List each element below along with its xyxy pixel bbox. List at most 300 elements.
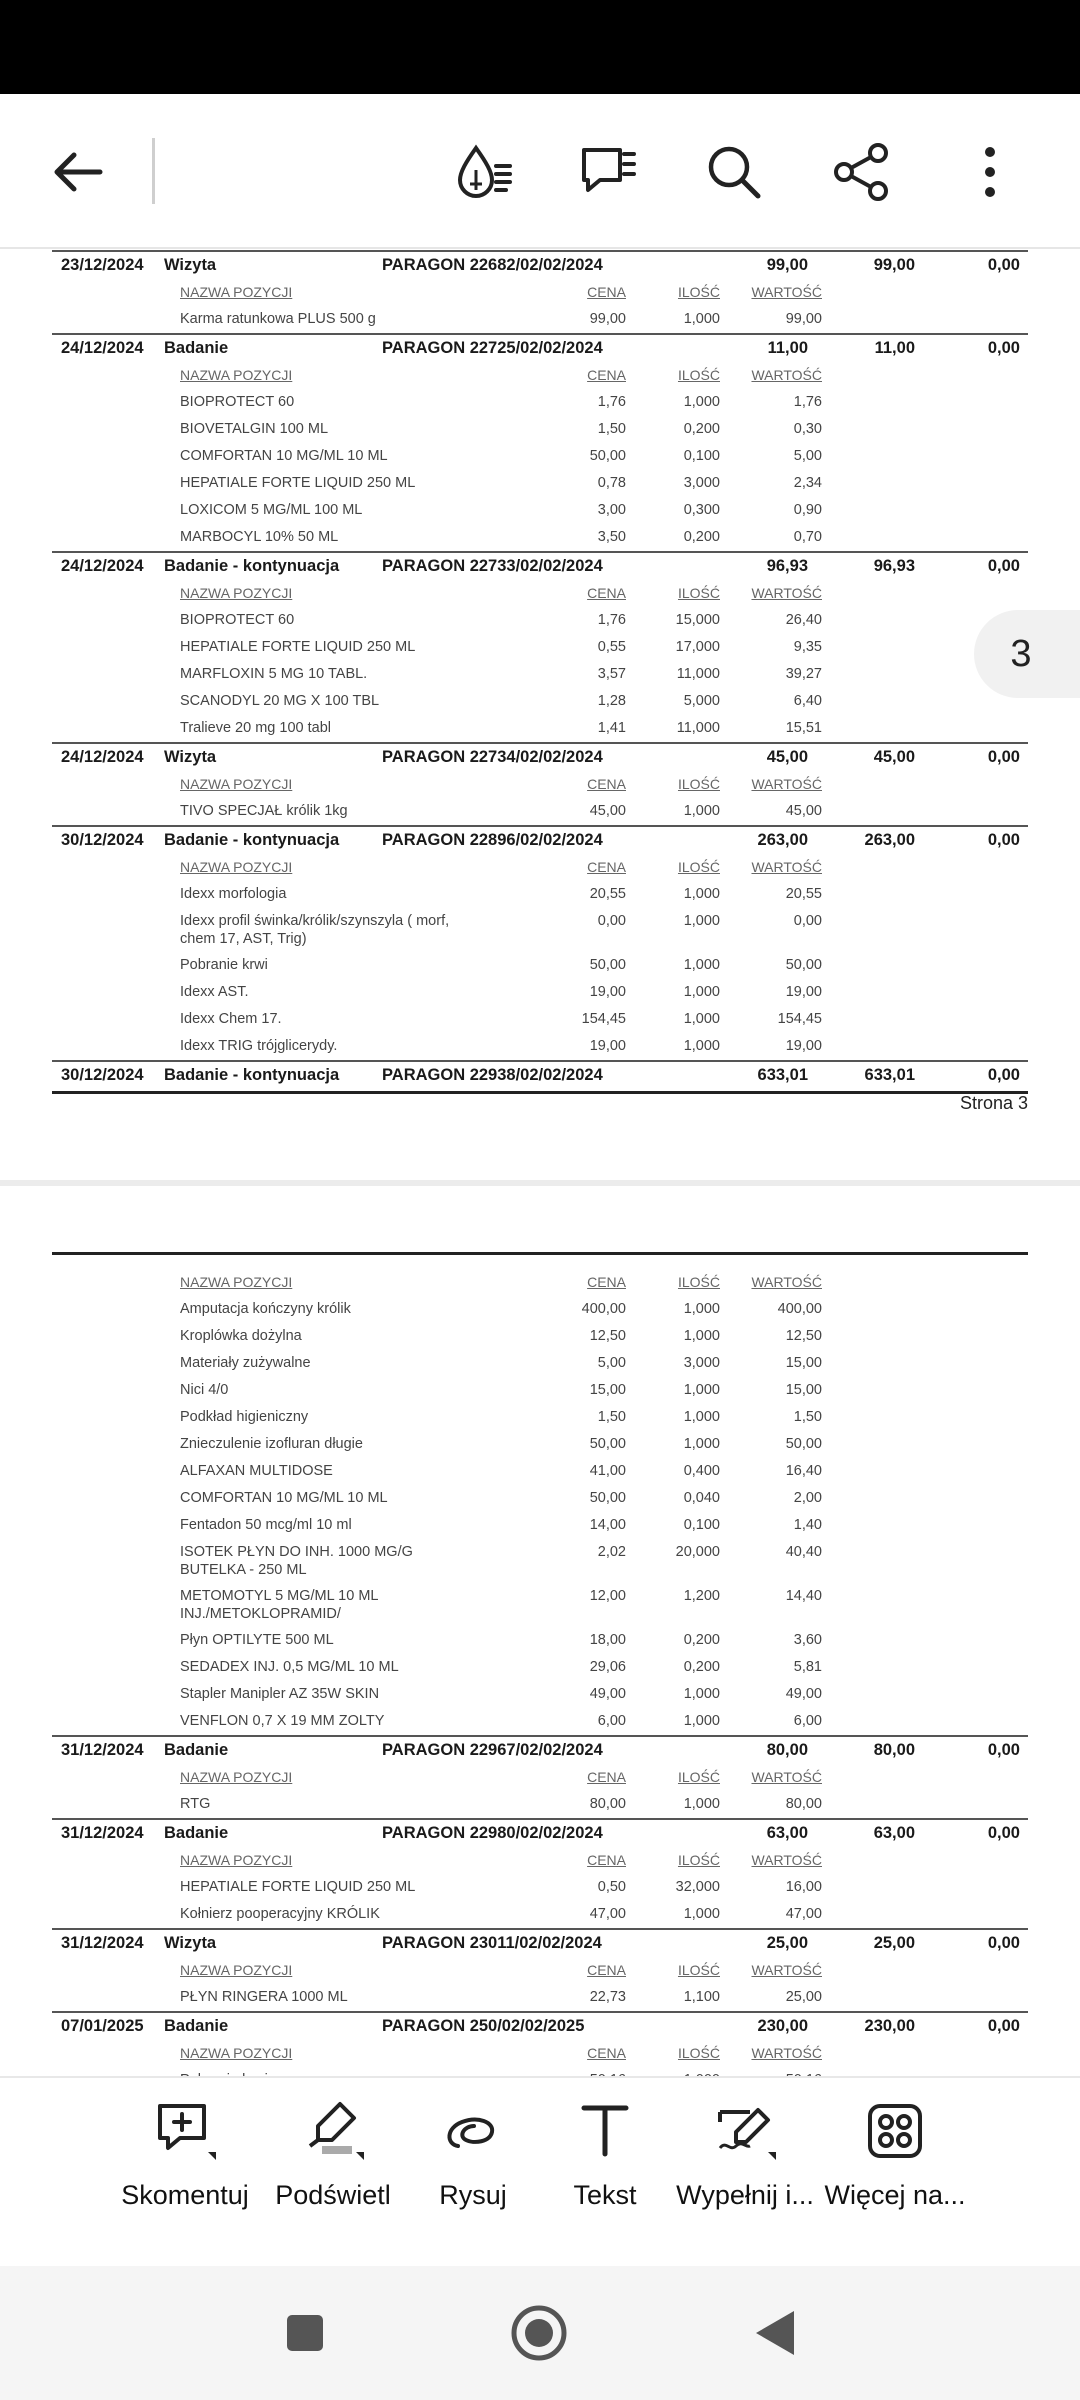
item-wartosc: 25,00 xyxy=(785,1989,822,2005)
item-name: ISOTEK PŁYN DO INH. 1000 MG/G BUTELKA - 250 ML xyxy=(180,1544,413,1578)
item-row xyxy=(52,1627,1028,1654)
item-wartosc: 20,55 xyxy=(785,886,822,902)
item-row xyxy=(52,798,1028,825)
item-cena: 50,00 xyxy=(589,957,626,973)
app-toolbar xyxy=(0,94,1080,249)
column-headers-row xyxy=(52,279,1028,306)
page-bottom-rule xyxy=(52,1091,1028,1094)
item-wartosc: 9,35 xyxy=(793,639,822,655)
entry-value: 99,00 xyxy=(766,256,808,274)
status-bar xyxy=(0,0,1080,94)
comment-list-icon[interactable] xyxy=(568,132,648,212)
item-name: Idexx AST. xyxy=(180,984,249,1000)
item-name: Kroplówka dożylna xyxy=(180,1328,302,1344)
col-header-cena: CENA xyxy=(587,1769,626,1785)
item-ilosc: 5,000 xyxy=(683,693,720,709)
entry-paid: 633,01 xyxy=(864,1066,915,1084)
item-cena: 47,00 xyxy=(589,1906,626,1922)
item-wartosc: 15,51 xyxy=(785,720,822,736)
item-ilosc: 1,000 xyxy=(683,1011,720,1027)
col-header-ilosc: ILOŚĆ xyxy=(677,859,720,875)
col-header-wartosc: WARTOŚĆ xyxy=(751,1274,822,1290)
item-cena: 14,00 xyxy=(589,1517,626,1533)
item-cena: 19,00 xyxy=(589,984,626,1000)
item-ilosc: 1,000 xyxy=(683,957,720,973)
item-wartosc: 19,00 xyxy=(785,984,822,1000)
item-ilosc: 3,000 xyxy=(683,1355,720,1371)
entry-value: 230,00 xyxy=(757,2017,808,2035)
entry-date: 23/12/2024 xyxy=(61,256,144,274)
col-header-cena: CENA xyxy=(587,776,626,792)
item-wartosc: 2,00 xyxy=(793,1490,822,1506)
back-icon[interactable] xyxy=(738,2296,812,2370)
item-name: HEPATIALE FORTE LIQUID 250 ML xyxy=(180,1879,416,1895)
col-header-name: NAZWA POZYCJI xyxy=(180,1769,293,1785)
item-cena: 0,55 xyxy=(597,639,626,655)
col-header-cena: CENA xyxy=(587,2045,626,2061)
entry-value: 45,00 xyxy=(766,748,808,766)
col-header-ilosc: ILOŚĆ xyxy=(677,585,720,601)
item-cena: 49,00 xyxy=(589,1686,626,1702)
item-name: Idexx Chem 17. xyxy=(180,1011,282,1027)
pdf-document-view[interactable] xyxy=(0,250,1080,2076)
fill-sign-tool[interactable] xyxy=(670,2098,820,2211)
item-name: MARFLOXIN 5 MG 10 TABL. xyxy=(180,666,368,682)
item-ilosc: 20,000 xyxy=(675,1544,720,1560)
item-ilosc: 11,000 xyxy=(676,720,720,736)
home-icon[interactable] xyxy=(502,2296,576,2370)
draw-tool[interactable] xyxy=(398,2098,548,2211)
item-ilosc: 1,000 xyxy=(683,984,720,1000)
col-header-name: NAZWA POZYCJI xyxy=(180,284,293,300)
col-header-name: NAZWA POZYCJI xyxy=(180,585,293,601)
col-header-wartosc: WARTOŚĆ xyxy=(751,1962,822,1978)
item-row xyxy=(52,1984,1028,2011)
item-cena: 154,45 xyxy=(581,1011,626,1027)
entry-header-row[interactable] xyxy=(52,1737,1028,1764)
col-header-name: NAZWA POZYCJI xyxy=(180,1274,293,1290)
col-header-cena: CENA xyxy=(587,1962,626,1978)
draw-tool-label: Rysuj xyxy=(439,2180,507,2210)
item-row xyxy=(52,1006,1028,1033)
item-ilosc: 3,000 xyxy=(683,475,720,491)
entry-value: 80,00 xyxy=(766,1741,808,1759)
item-cena: 19,00 xyxy=(589,1038,626,1054)
entry-type: Badanie - kontynuacja xyxy=(164,1066,340,1084)
more-tools-icon xyxy=(862,2098,928,2164)
item-cena: 29,06 xyxy=(589,1659,626,1675)
col-header-cena: CENA xyxy=(587,1852,626,1868)
item-row xyxy=(52,416,1028,443)
column-headers-row xyxy=(52,1269,1028,1296)
item-name: Kołnierz pooperacyjny KRÓLIK xyxy=(180,1906,380,1922)
entry-paragon: PARAGON 250/02/02/2025 xyxy=(382,2017,585,2035)
item-cena: 3,57 xyxy=(597,666,626,682)
entry-paragon: PARAGON 22682/02/02/2024 xyxy=(382,256,603,274)
item-name: Idexx morfologia xyxy=(180,886,287,902)
entry-header-row[interactable] xyxy=(52,2013,1028,2040)
item-wartosc: 12,50 xyxy=(785,1328,822,1344)
item-name: MARBOCYL 10% 50 ML xyxy=(180,529,339,545)
item-row xyxy=(52,661,1028,688)
item-row xyxy=(52,1681,1028,1708)
entry-header-row[interactable] xyxy=(52,335,1028,362)
comment-add-icon xyxy=(152,2098,218,2164)
column-headers-row xyxy=(52,1764,1028,1791)
entry-paragon: PARAGON 22896/02/02/2024 xyxy=(382,831,603,849)
entry-balance: 0,00 xyxy=(987,1066,1020,1084)
item-name: Podkład higieniczny xyxy=(180,1409,309,1425)
col-header-name: NAZWA POZYCJI xyxy=(180,859,293,875)
item-wartosc: 1,40 xyxy=(793,1517,822,1533)
entry-date: 24/12/2024 xyxy=(61,557,144,575)
item-row xyxy=(52,443,1028,470)
item-name: VENFLON 0,7 X 19 MM ZOLTY xyxy=(180,1713,385,1729)
highlight-tool[interactable] xyxy=(258,2098,408,2211)
col-header-wartosc: WARTOŚĆ xyxy=(751,367,822,383)
item-name: Pobranie krwi xyxy=(180,957,268,973)
column-headers-row xyxy=(52,580,1028,607)
col-header-cena: CENA xyxy=(587,585,626,601)
entry-type: Wizyta xyxy=(164,1934,217,1952)
item-ilosc: 0,200 xyxy=(683,421,720,437)
entry-paid: 99,00 xyxy=(873,256,915,274)
item-row xyxy=(52,979,1028,1006)
col-header-name: NAZWA POZYCJI xyxy=(180,367,293,383)
recents-icon[interactable] xyxy=(268,2296,342,2370)
item-row xyxy=(52,688,1028,715)
item-cena: 45,00 xyxy=(589,803,626,819)
col-header-ilosc: ILOŚĆ xyxy=(677,2045,720,2061)
col-header-ilosc: ILOŚĆ xyxy=(677,1769,720,1785)
item-cena: 15,00 xyxy=(589,1382,626,1398)
item-row xyxy=(52,1377,1028,1404)
item-name: METOMOTYL 5 MG/ML 10 ML INJ./METOKLOPRAMID/ xyxy=(180,1588,378,1622)
ink-drop-list-icon[interactable] xyxy=(444,132,524,212)
entry-balance: 0,00 xyxy=(987,1934,1020,1952)
item-wartosc: 47,00 xyxy=(785,1906,822,1922)
item-wartosc: 49,00 xyxy=(785,1686,822,1702)
item-wartosc: 50,00 xyxy=(785,1436,822,1452)
item-cena: 400,00 xyxy=(581,1301,626,1317)
item-wartosc: 50,00 xyxy=(785,957,822,973)
more-tools[interactable] xyxy=(820,2098,970,2211)
item-ilosc: 1,000 xyxy=(683,1301,720,1317)
entry-balance: 0,00 xyxy=(987,339,1020,357)
entry-paid: 80,00 xyxy=(873,1741,915,1759)
item-ilosc: 15,000 xyxy=(675,612,720,628)
fill-sign-icon xyxy=(712,2098,778,2164)
item-name: Tralieve 20 mg 100 tabl xyxy=(180,720,331,736)
entry-value: 96,93 xyxy=(766,557,808,575)
item-row xyxy=(52,1033,1028,1060)
draw-icon xyxy=(440,2098,506,2164)
item-ilosc: 1,200 xyxy=(683,1588,720,1604)
col-header-name: NAZWA POZYCJI xyxy=(180,1852,293,1868)
item-cena: 1,50 xyxy=(597,421,626,437)
item-cena: 12,50 xyxy=(589,1328,626,1344)
col-header-ilosc: ILOŚĆ xyxy=(677,284,720,300)
item-ilosc: 1,000 xyxy=(683,1328,720,1344)
item-wartosc: 1,76 xyxy=(793,394,822,410)
entry-type: Wizyta xyxy=(164,748,217,766)
col-header-ilosc: ILOŚĆ xyxy=(677,367,720,383)
item-cena: 50,00 xyxy=(589,1490,626,1506)
entry-value: 11,00 xyxy=(767,339,808,357)
item-wartosc: 19,00 xyxy=(785,1038,822,1054)
item-ilosc: 1,100 xyxy=(683,1989,720,2005)
highlight-tool-label: Podświetl xyxy=(275,2180,391,2210)
col-header-name: NAZWA POZYCJI xyxy=(180,2045,293,2061)
item-name: Stapler Manipler AZ 35W SKIN xyxy=(180,1686,380,1702)
entry-type: Badanie xyxy=(164,339,229,357)
item-wartosc: 2,34 xyxy=(793,475,822,491)
item-cena: 99,00 xyxy=(589,311,626,327)
item-row xyxy=(52,1539,1028,1583)
item-wartosc: 15,00 xyxy=(785,1355,822,1371)
item-ilosc: 0,040 xyxy=(683,1490,720,1506)
page-top-rule xyxy=(52,1252,1028,1255)
entry-header-row[interactable] xyxy=(52,553,1028,580)
item-ilosc: 0,400 xyxy=(683,1463,720,1479)
item-name: HEPATIALE FORTE LIQUID 250 ML xyxy=(180,639,416,655)
item-ilosc: 1,000 xyxy=(683,1796,720,1812)
item-wartosc: 16,40 xyxy=(785,1463,822,1479)
page-indicator[interactable]: 3 xyxy=(974,610,1080,698)
entry-paragon: PARAGON 22980/02/02/2024 xyxy=(382,1824,603,1842)
item-ilosc: 1,000 xyxy=(683,394,720,410)
item-name: BIOPROTECT 60 xyxy=(180,612,295,628)
more-tools-label: Więcej na... xyxy=(824,2180,966,2210)
col-header-wartosc: WARTOŚĆ xyxy=(751,859,822,875)
entry-paragon: PARAGON 22938/02/02/2024 xyxy=(382,1066,603,1084)
entry-header-row[interactable] xyxy=(52,1062,1028,1089)
item-name: Idexx profil świnka/królik/szynszyla ( morf, chem 17, AST, Trig) xyxy=(180,913,450,947)
item-wartosc: 45,00 xyxy=(785,803,822,819)
item-ilosc: 32,000 xyxy=(675,1879,720,1895)
item-row xyxy=(52,1323,1028,1350)
item-row xyxy=(52,607,1028,634)
entry-paid: 45,00 xyxy=(873,748,915,766)
item-wartosc: 0,00 xyxy=(793,913,822,929)
item-wartosc: 99,00 xyxy=(785,311,822,327)
item-name: COMFORTAN 10 MG/ML 10 ML xyxy=(180,448,388,464)
item-name: PŁYN RINGERA 1000 ML xyxy=(180,1989,348,2005)
item-cena: 50,00 xyxy=(589,1436,626,1452)
entry-header-row[interactable] xyxy=(52,1930,1028,1957)
item-wartosc: 39,27 xyxy=(785,666,822,682)
item-row xyxy=(52,634,1028,661)
item-ilosc: 0,200 xyxy=(683,529,720,545)
entry-paragon: PARAGON 22734/02/02/2024 xyxy=(382,748,603,766)
comment-tool[interactable] xyxy=(110,2098,260,2211)
entry-value: 25,00 xyxy=(766,1934,808,1952)
search-icon[interactable] xyxy=(694,132,774,212)
item-ilosc: 11,000 xyxy=(676,666,720,682)
entry-paid: 11,00 xyxy=(874,339,915,357)
col-header-name: NAZWA POZYCJI xyxy=(180,776,293,792)
item-wartosc: 80,00 xyxy=(785,1796,822,1812)
item-row xyxy=(52,1404,1028,1431)
item-wartosc: 40,40 xyxy=(785,1544,822,1560)
item-row xyxy=(52,1485,1028,1512)
entry-paragon: PARAGON 22967/02/02/2024 xyxy=(382,1741,603,1759)
entry-balance: 0,00 xyxy=(987,1741,1020,1759)
item-row xyxy=(52,497,1028,524)
col-header-wartosc: WARTOŚĆ xyxy=(751,284,822,300)
item-name: BIOVETALGIN 100 ML xyxy=(180,421,329,437)
item-ilosc: 1,000 xyxy=(683,1713,720,1729)
col-header-cena: CENA xyxy=(587,284,626,300)
entry-date: 31/12/2024 xyxy=(61,1741,144,1759)
entry-date: 31/12/2024 xyxy=(61,1934,144,1952)
text-tool[interactable] xyxy=(530,2098,680,2211)
entry-header-row[interactable] xyxy=(52,1820,1028,1847)
item-wartosc: 6,00 xyxy=(793,1713,822,1729)
item-row xyxy=(52,389,1028,416)
entry-header-row[interactable] xyxy=(52,827,1028,854)
col-header-wartosc: WARTOŚĆ xyxy=(751,776,822,792)
entry-paid: 263,00 xyxy=(864,831,915,849)
entry-date: 30/12/2024 xyxy=(61,1066,144,1084)
item-wartosc: 5,81 xyxy=(793,1659,822,1675)
system-nav-bar xyxy=(0,2266,1080,2400)
column-headers-row xyxy=(52,1957,1028,1984)
col-header-cena: CENA xyxy=(587,859,626,875)
item-name: Idexx TRIG trójglicerydy. xyxy=(180,1038,338,1054)
entry-paragon: PARAGON 22725/02/02/2024 xyxy=(382,339,603,357)
text-icon xyxy=(572,2098,638,2164)
item-cena: 22,73 xyxy=(589,1989,626,2005)
entry-type: Badanie - kontynuacja xyxy=(164,557,340,575)
entry-header-row[interactable] xyxy=(52,744,1028,771)
item-ilosc: 1,000 xyxy=(683,1436,720,1452)
item-name: Znieczulenie izofluran długie xyxy=(180,1436,363,1452)
entry-type: Badanie xyxy=(164,1741,229,1759)
item-wartosc: 15,00 xyxy=(785,1382,822,1398)
back-arrow-icon[interactable] xyxy=(38,132,118,212)
item-cena: 18,00 xyxy=(589,1632,626,1648)
item-row xyxy=(52,1708,1028,1735)
item-wartosc: 1,50 xyxy=(793,1409,822,1425)
share-icon[interactable] xyxy=(822,132,902,212)
entry-paid: 96,93 xyxy=(873,557,915,575)
entry-type: Badanie - kontynuacja xyxy=(164,831,340,849)
item-ilosc: 0,300 xyxy=(683,502,720,518)
col-header-ilosc: ILOŚĆ xyxy=(677,1852,720,1868)
item-row xyxy=(52,1874,1028,1901)
item-ilosc: 0,100 xyxy=(683,1517,720,1533)
item-row xyxy=(52,306,1028,333)
item-name: BIOPROTECT 60 xyxy=(180,394,295,410)
item-row xyxy=(52,1350,1028,1377)
comment-tool-label: Skomentuj xyxy=(121,2180,249,2210)
item-row xyxy=(52,881,1028,908)
entry-value: 633,01 xyxy=(757,1066,808,1084)
item-row xyxy=(52,1901,1028,1928)
entry-balance: 0,00 xyxy=(987,2017,1020,2035)
item-row xyxy=(52,908,1028,952)
item-wartosc: 154,45 xyxy=(777,1011,822,1027)
item-cena: 1,50 xyxy=(597,1409,626,1425)
col-header-ilosc: ILOŚĆ xyxy=(677,1962,720,1978)
item-row xyxy=(52,1791,1028,1818)
column-headers-row xyxy=(52,771,1028,798)
text-tool-label: Tekst xyxy=(573,2180,637,2210)
page-number-label: Strona 3 xyxy=(959,1093,1028,1113)
item-ilosc: 0,200 xyxy=(683,1659,720,1675)
item-row xyxy=(52,1583,1028,1627)
entry-type: Badanie xyxy=(164,1824,229,1842)
item-cena: 1,41 xyxy=(597,720,626,736)
col-header-cena: CENA xyxy=(587,367,626,383)
item-name: Płyn OPTILYTE 500 ML xyxy=(180,1632,334,1648)
entry-paragon: PARAGON 22733/02/02/2024 xyxy=(382,557,603,575)
item-wartosc: 400,00 xyxy=(777,1301,822,1317)
item-wartosc: 16,00 xyxy=(785,1879,822,1895)
entry-paid: 230,00 xyxy=(864,2017,915,2035)
entry-paragon: PARAGON 23011/02/02/2024 xyxy=(382,1934,602,1952)
col-header-wartosc: WARTOŚĆ xyxy=(751,585,822,601)
item-cena: 20,55 xyxy=(589,886,626,902)
entry-balance: 0,00 xyxy=(987,256,1020,274)
item-cena: 5,00 xyxy=(597,1355,626,1371)
entry-header-row[interactable] xyxy=(52,252,1028,279)
item-row xyxy=(52,1458,1028,1485)
column-headers-row xyxy=(52,2040,1028,2067)
item-cena: 0,78 xyxy=(597,475,626,491)
item-ilosc: 0,100 xyxy=(683,448,720,464)
page-separator xyxy=(0,1180,1080,1186)
entry-value: 263,00 xyxy=(757,831,808,849)
entry-date: 07/01/2025 xyxy=(61,2017,144,2035)
highlighter-icon xyxy=(300,2098,366,2164)
column-headers-row xyxy=(52,362,1028,389)
col-header-wartosc: WARTOŚĆ xyxy=(751,1769,822,1785)
entry-date: 24/12/2024 xyxy=(61,339,144,357)
item-ilosc: 1,000 xyxy=(683,1038,720,1054)
item-cena: 0,50 xyxy=(597,1879,626,1895)
item-cena: 3,00 xyxy=(597,502,626,518)
item-name: LOXICOM 5 MG/ML 100 ML xyxy=(180,502,363,518)
entry-balance: 0,00 xyxy=(987,1824,1020,1842)
item-wartosc: 5,00 xyxy=(793,448,822,464)
item-wartosc: 26,40 xyxy=(785,612,822,628)
entry-type: Wizyta xyxy=(164,256,217,274)
item-cena: 3,50 xyxy=(597,529,626,545)
item-name: Karma ratunkowa PLUS 500 g xyxy=(180,311,376,327)
item-cena: 41,00 xyxy=(589,1463,626,1479)
bottom-tools-bar xyxy=(0,2076,1080,2266)
toolbar-divider xyxy=(152,138,155,204)
item-row xyxy=(52,1654,1028,1681)
item-ilosc: 1,000 xyxy=(683,913,720,929)
item-name: SCANODYL 20 MG X 100 TBL xyxy=(180,693,380,709)
item-cena: 1,76 xyxy=(597,394,626,410)
item-ilosc: 0,200 xyxy=(683,1632,720,1648)
item-wartosc: 0,70 xyxy=(793,529,822,545)
item-ilosc: 1,000 xyxy=(683,1382,720,1398)
item-wartosc: 14,40 xyxy=(785,1588,822,1604)
item-row xyxy=(52,715,1028,742)
entry-date: 31/12/2024 xyxy=(61,1824,144,1842)
column-headers-row xyxy=(52,854,1028,881)
item-ilosc: 1,000 xyxy=(683,1906,720,1922)
more-vertical-icon[interactable] xyxy=(950,132,1030,212)
item-cena: 1,76 xyxy=(597,612,626,628)
item-row xyxy=(52,1431,1028,1458)
entry-balance: 0,00 xyxy=(987,748,1020,766)
